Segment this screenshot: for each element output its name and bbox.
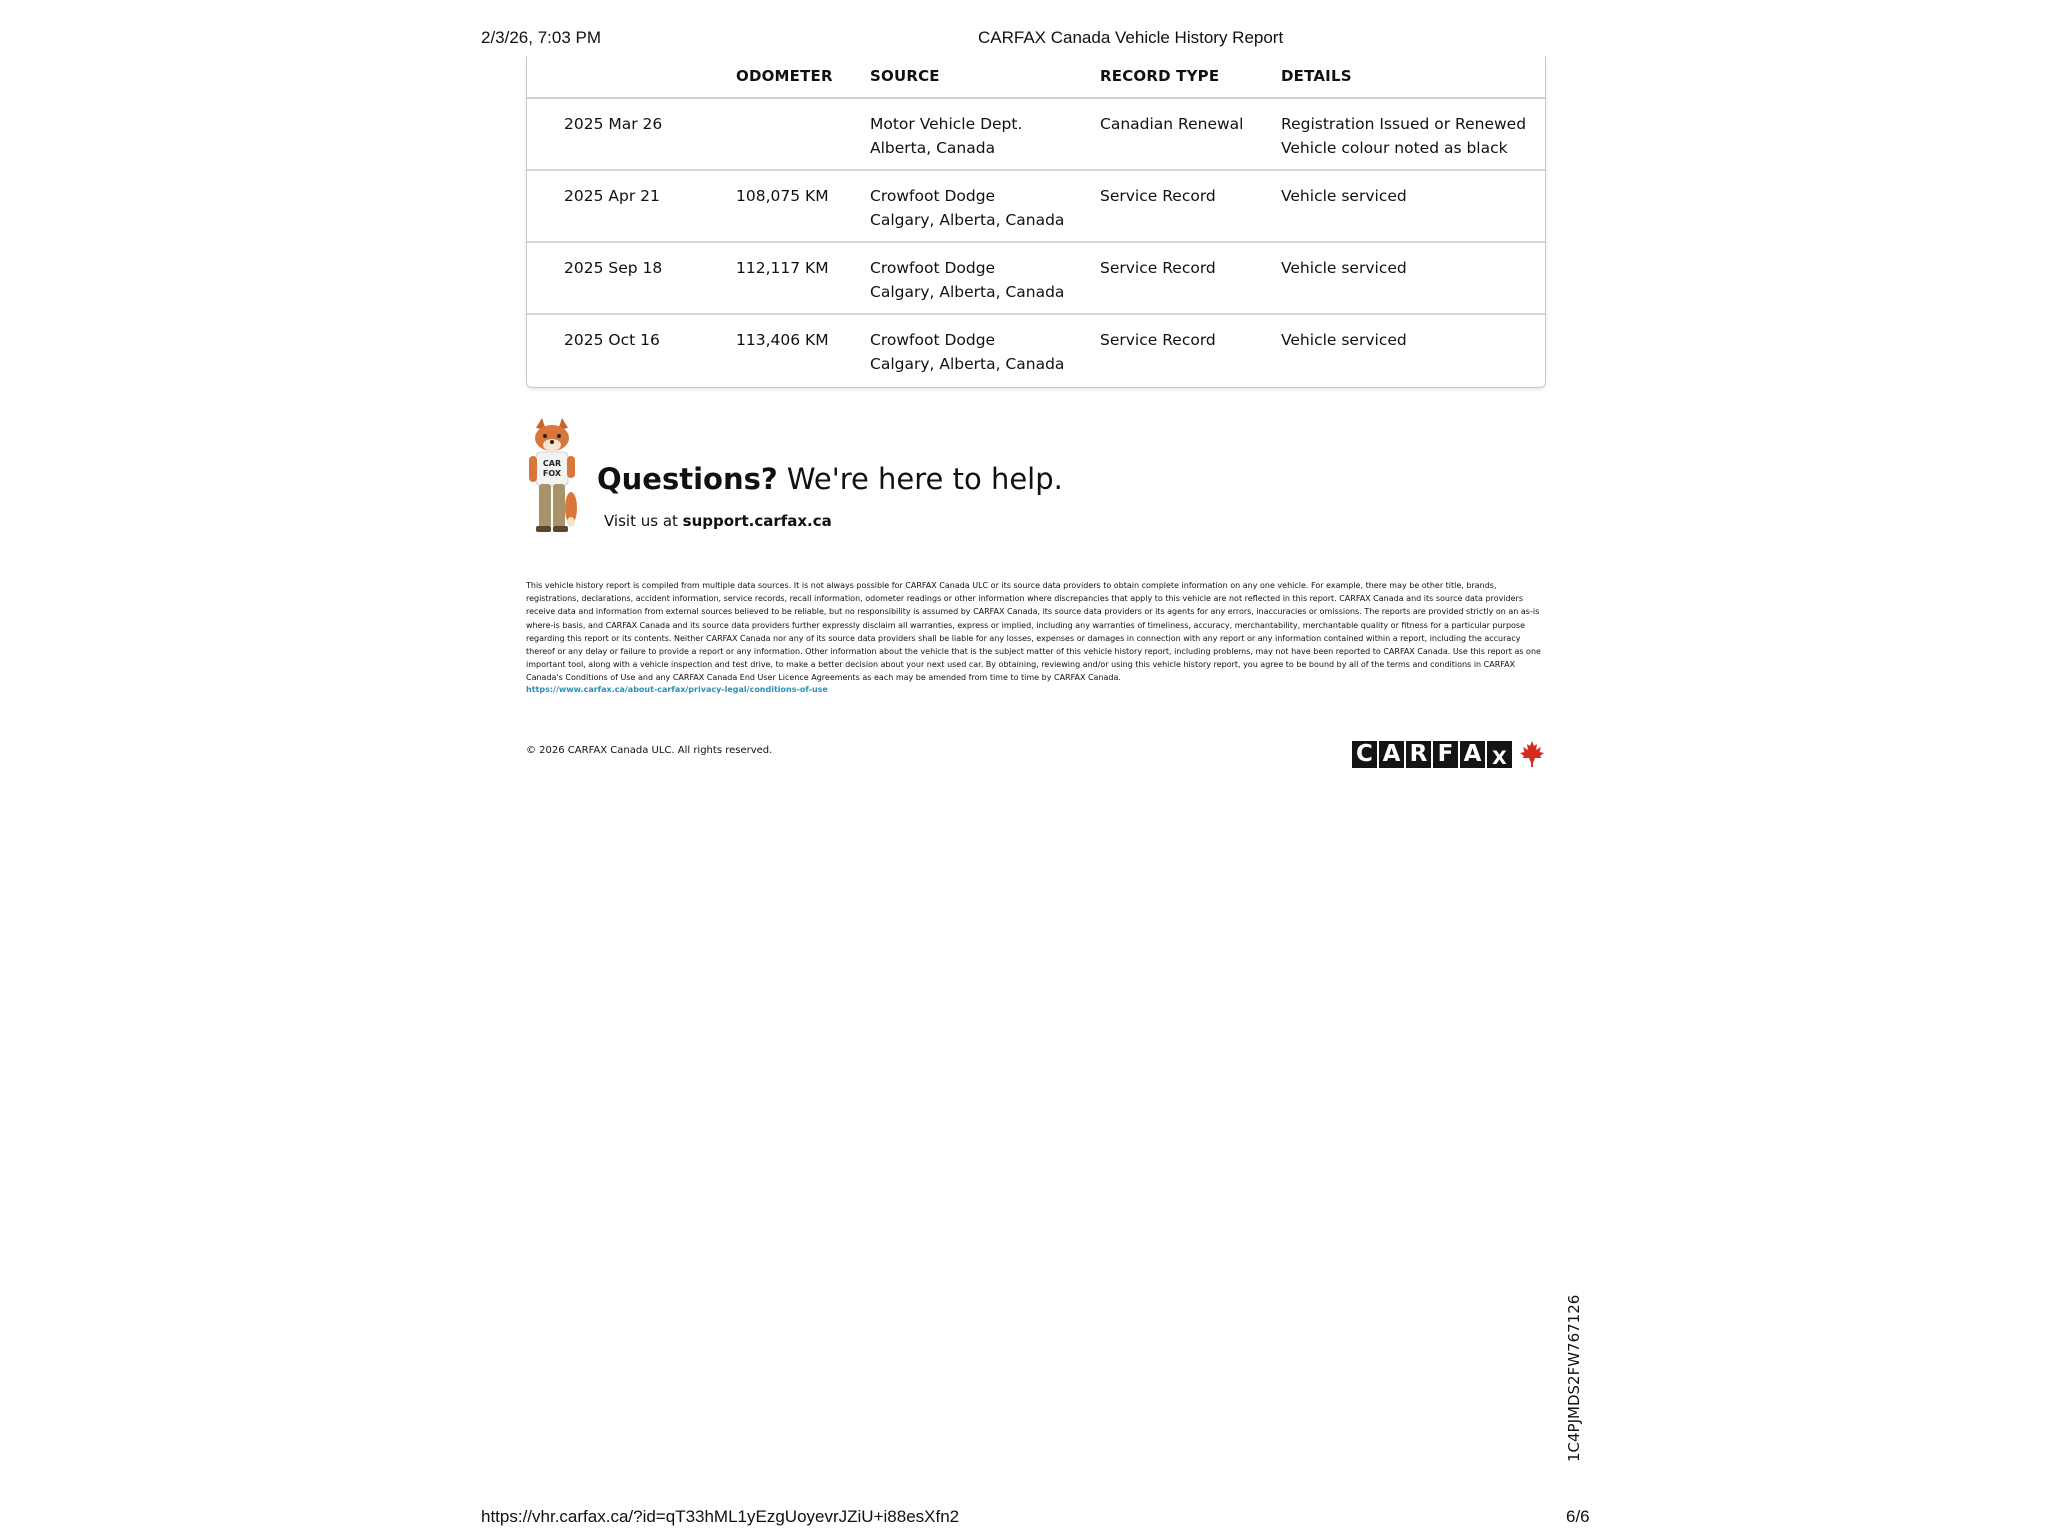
row-date: 2025 Oct 16 [564, 331, 660, 349]
source-name: Motor Vehicle Dept. [870, 115, 1023, 133]
row-source [870, 256, 1064, 304]
details-line: Vehicle serviced [1281, 259, 1407, 277]
row-date: 2025 Apr 21 [564, 187, 660, 205]
help-title-rest: We're here to help. [777, 462, 1063, 496]
row-date: 2025 Sep 18 [564, 259, 663, 277]
header-record-type: RECORD TYPE [1100, 67, 1220, 85]
logo-letter: X [1487, 741, 1512, 768]
row-source [870, 184, 1064, 232]
table-row [527, 99, 1545, 171]
details-line: Registration Issued or Renewed [1281, 115, 1527, 133]
table-row [527, 171, 1545, 243]
print-datetime: 2/3/26, 7:03 PM [481, 28, 602, 47]
print-page-number: 6/6 [1566, 1507, 1590, 1526]
support-link[interactable]: support.carfax.ca [682, 512, 832, 530]
carfox-mascot-icon [524, 418, 580, 538]
conditions-of-use-link[interactable]: https://www.carfax.ca/about-carfax/privacy-legal/conditions-of-use [526, 685, 828, 694]
header-odometer: ODOMETER [736, 67, 833, 85]
row-date: 2025 Mar 26 [564, 115, 663, 133]
source-name: Crowfoot Dodge [870, 331, 996, 349]
source-name: Crowfoot Dodge [870, 259, 996, 277]
vin-vertical: 1C4PJMDS2FW767126 [1565, 1294, 1583, 1462]
row-details [1281, 184, 1407, 208]
table-header [527, 56, 1545, 99]
row-details [1281, 328, 1407, 352]
print-url: https://vhr.carfax.ca/?id=qT33hML1yEzgUoyevrJZiU+i88esXfn2 [481, 1507, 960, 1526]
row-source [870, 328, 1064, 376]
row-source [870, 112, 1022, 160]
help-visit-prefix: Visit us at [604, 512, 683, 530]
row-record-type: Service Record [1100, 259, 1216, 277]
source-location: Calgary, Alberta, Canada [870, 211, 1065, 229]
disclaimer-text: This vehicle history report is compiled from multiple data sources. It is not always possible for CARFAX Canada ULC or its source data providers to obtain complete information on any one vehicle. For example, there may be other title, brands, registrations, declarations, accident information, service records, recall information, odometer readings or other information where discrepancies that apply to this vehicle are not reflected in this report. CARFAX Canada and its source data providers receive data and information from external sources believed to be reliable, but no responsibility is assumed by CARFAX Canada, its source data providers or its agents for any errors, inaccuracies or omissions. The reports are provided strictly on an as-is where-is basis, and CARFAX Canada and its source data providers further expressly disclaim all warranties, express or implied, including any warranties of timeliness, accuracy, merchantability, merchantable quality or fitness for a particular purpose regarding this report or its contents. Neither CARFAX Canada nor any of its source data providers shall be liable for any losses, expenses or damages in connection with any report or any information contained within a report, including the accuracy thereof or any delay or failure to provide a report or any information. Other information about the vehicle that is the subject matter of this vehicle history report, including problems, may not have been reported to CARFAX Canada. Use this report as one important tool, along with a vehicle inspection and test drive, to make a better decision about your next used car. By obtaining, reviewing and/or using this vehicle history report, you agree to be bound by all of the terms and conditions in CARFAX Canada's Conditions of Use and any CARFAX Canada End User Licence Agreements as each may be amended from time to time by CARFAX Canada. [526, 581, 1541, 683]
row-details [1281, 256, 1407, 280]
logo-letter: A [1379, 741, 1404, 768]
logo-letter: C [1352, 741, 1377, 768]
carfax-logo [1352, 739, 1546, 769]
help-visit-line [604, 512, 832, 530]
help-title [597, 462, 1063, 496]
row-record-type: Service Record [1100, 187, 1216, 205]
help-title-bold: Questions? [597, 462, 778, 496]
row-odometer: 113,406 KM [736, 331, 829, 349]
source-location: Calgary, Alberta, Canada [870, 283, 1065, 301]
table-row [527, 315, 1545, 387]
header-source: SOURCE [870, 67, 940, 85]
history-table [526, 56, 1546, 388]
copyright: © 2026 CARFAX Canada ULC. All rights reserved. [526, 745, 773, 756]
row-record-type: Service Record [1100, 331, 1216, 349]
source-name: Crowfoot Dodge [870, 187, 996, 205]
print-title: CARFAX Canada Vehicle History Report [978, 28, 1284, 47]
logo-letter: F [1433, 741, 1458, 768]
svg-text:FOX: FOX [542, 469, 562, 478]
table-row [527, 243, 1545, 315]
row-odometer: 108,075 KM [736, 187, 829, 205]
details-line: Vehicle colour noted as black [1281, 139, 1508, 157]
row-details [1281, 112, 1526, 160]
logo-letter: A [1460, 741, 1485, 768]
row-record-type: Canadian Renewal [1100, 115, 1244, 133]
header-details: DETAILS [1281, 67, 1352, 85]
source-location: Alberta, Canada [870, 139, 996, 157]
svg-text:CAR: CAR [542, 459, 562, 468]
source-location: Calgary, Alberta, Canada [870, 355, 1065, 373]
details-line: Vehicle serviced [1281, 331, 1407, 349]
maple-leaf-icon [1518, 740, 1546, 768]
row-odometer: 112,117 KM [736, 259, 829, 277]
details-line: Vehicle serviced [1281, 187, 1407, 205]
logo-letter: R [1406, 741, 1431, 768]
